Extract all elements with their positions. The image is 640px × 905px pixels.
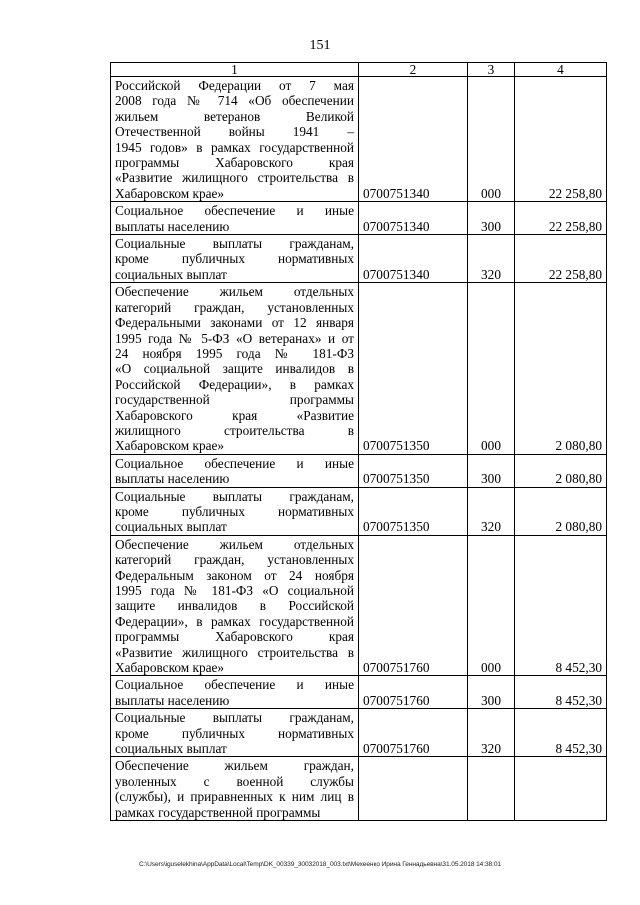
row-vr-cell: 300 [468,202,515,235]
row-name-cell [111,757,359,821]
table-header-row [111,63,607,77]
row-name-line: (службы), и приравненных к ним лиц в [115,789,354,805]
row-code-cell: 0700751340 [359,235,468,283]
row-name-cell [111,202,359,235]
row-name-line: 1995 года № 5-ФЗ «О ветеранах» и от [115,330,354,346]
row-name-line: выплаты населению [115,471,230,487]
row-name-cell [111,283,359,454]
row-name-cell [111,709,359,757]
row-name-line: 1995 года № 181-ФЗ «О социальной [115,583,354,598]
row-vr-cell: 320 [468,487,515,535]
file-path-footer: C:\Users\iguselekhina\AppData\Local\Temp\DK_00339_30032018_003.txt\Мехеенко Ирина Геннадьевна\31.05.2018 14:38:01 [139,861,501,868]
row-code-cell: 0700751350 [359,283,468,454]
table-row [111,283,607,454]
row-code-cell: 0700751350 [359,487,468,535]
row-name-cell [111,535,359,676]
row-name-line: Федеральными законами от 12 января [115,315,354,331]
row-amount-cell: 22 258,80 [515,202,607,235]
row-amount-cell: 2 080,80 [515,487,607,535]
row-name-line: Хабаровском крае» [115,660,225,676]
row-name-cell [111,454,359,487]
row-vr-cell: 000 [468,77,515,202]
row-amount-cell: 8 452,30 [515,535,607,676]
row-name-line: уволенных с военной службы [115,773,354,789]
budget-table [110,62,607,821]
row-name-line: Отечественной войны 1941 – [115,124,354,140]
row-vr-cell: 000 [468,283,515,454]
row-name-line: Социальные выплаты гражданам, [115,488,354,504]
row-code-cell: 0700751760 [359,535,468,676]
row-code-cell: 0700751760 [359,676,468,709]
row-amount-cell: 2 080,80 [515,454,607,487]
row-name-line: Хабаровском крае» [115,185,225,201]
row-vr-cell [468,757,515,821]
row-name-line: жильем ветеранов Великой [115,108,354,124]
row-code-cell [359,757,468,821]
row-name-line: Федеральным законом от 24 ноября [115,567,354,583]
row-name-line: выплаты населению [115,692,230,708]
row-name-line: Хабаровского края «Развитие [115,407,354,423]
row-code-cell: 0700751340 [359,202,468,235]
row-name-line: выплаты населению [115,218,230,234]
row-name-line: Обеспечение жильем граждан, [115,758,354,774]
row-name-line: Социальное обеспечение и иные [115,455,354,471]
row-name-line: Социальные выплаты гражданам, [115,710,354,726]
row-vr-cell: 320 [468,709,515,757]
row-name-line: социальных выплат [115,266,227,282]
row-name-line: государственной программы [115,392,354,408]
row-name-line: Социальное обеспечение и иные [115,203,354,219]
header-col-4: 4 [515,63,607,77]
table-row [111,487,607,535]
row-name-line: «Развитие жилищного строительства в [115,170,354,186]
table-row [111,676,607,709]
header-col-3: 3 [468,63,515,77]
row-name-line: программы Хабаровского края [115,155,354,171]
row-amount-cell: 8 452,30 [515,709,607,757]
row-code-cell: 0700751350 [359,454,468,487]
row-name-line: социальных выплат [115,741,227,757]
table-row [111,202,607,235]
row-name-line: жилищного строительства в [115,422,354,438]
row-name-cell [111,77,359,202]
row-name-line: защите инвалидов в Российской [115,598,354,614]
row-vr-cell: 300 [468,676,515,709]
table-row [111,77,607,202]
table-row [111,535,607,676]
row-name-line: 24 ноября 1995 года № 181-ФЗ [115,345,354,361]
row-name-line: кроме публичных нормативных [115,725,354,741]
row-name-line: рамках государственной программы [115,804,321,820]
row-vr-cell: 300 [468,454,515,487]
row-name-line: кроме публичных нормативных [115,251,354,267]
row-name-line: 1945 годов» в рамках государственной [115,139,354,155]
row-name-line: Социальное обеспечение и иные [115,677,354,693]
row-name-cell [111,676,359,709]
row-name-line: категорий граждан, установленных [115,552,354,568]
table-row [111,757,607,821]
row-name-line: программы Хабаровского края [115,629,354,645]
table-row [111,454,607,487]
header-col-1: 1 [111,63,359,77]
row-name-line: «О социальной защите инвалидов в [115,361,354,377]
table-row [111,709,607,757]
row-name-line: Российской Федерации от 7 мая [115,78,354,93]
row-name-line: социальных выплат [115,519,227,535]
row-vr-cell: 320 [468,235,515,283]
row-amount-cell: 8 452,30 [515,676,607,709]
row-amount-cell [515,757,607,821]
row-amount-cell: 22 258,80 [515,77,607,202]
row-name-line: Хабаровском крае» [115,438,225,454]
row-amount-cell: 22 258,80 [515,235,607,283]
header-col-2: 2 [359,63,468,77]
row-name-line: категорий граждан, установленных [115,299,354,315]
row-name-cell [111,235,359,283]
row-name-line: «Развитие жилищного строительства в [115,644,354,660]
row-name-line: Федерации», в рамках государственной [115,613,354,629]
row-name-line: 2008 года № 714 «Об обеспечении [115,93,354,109]
row-code-cell: 0700751760 [359,709,468,757]
row-name-line: Обеспечение жильем отдельных [115,284,354,300]
row-code-cell: 0700751340 [359,77,468,202]
table-row [111,235,607,283]
row-amount-cell: 2 080,80 [515,283,607,454]
row-name-line: Обеспечение жильем отдельных [115,536,354,552]
row-name-line: кроме публичных нормативных [115,503,354,519]
row-name-line: Социальные выплаты гражданам, [115,236,354,252]
page-number: 151 [309,38,331,53]
row-name-line: Российской Федерации», в рамках [115,376,354,392]
row-vr-cell: 000 [468,535,515,676]
row-name-cell [111,487,359,535]
